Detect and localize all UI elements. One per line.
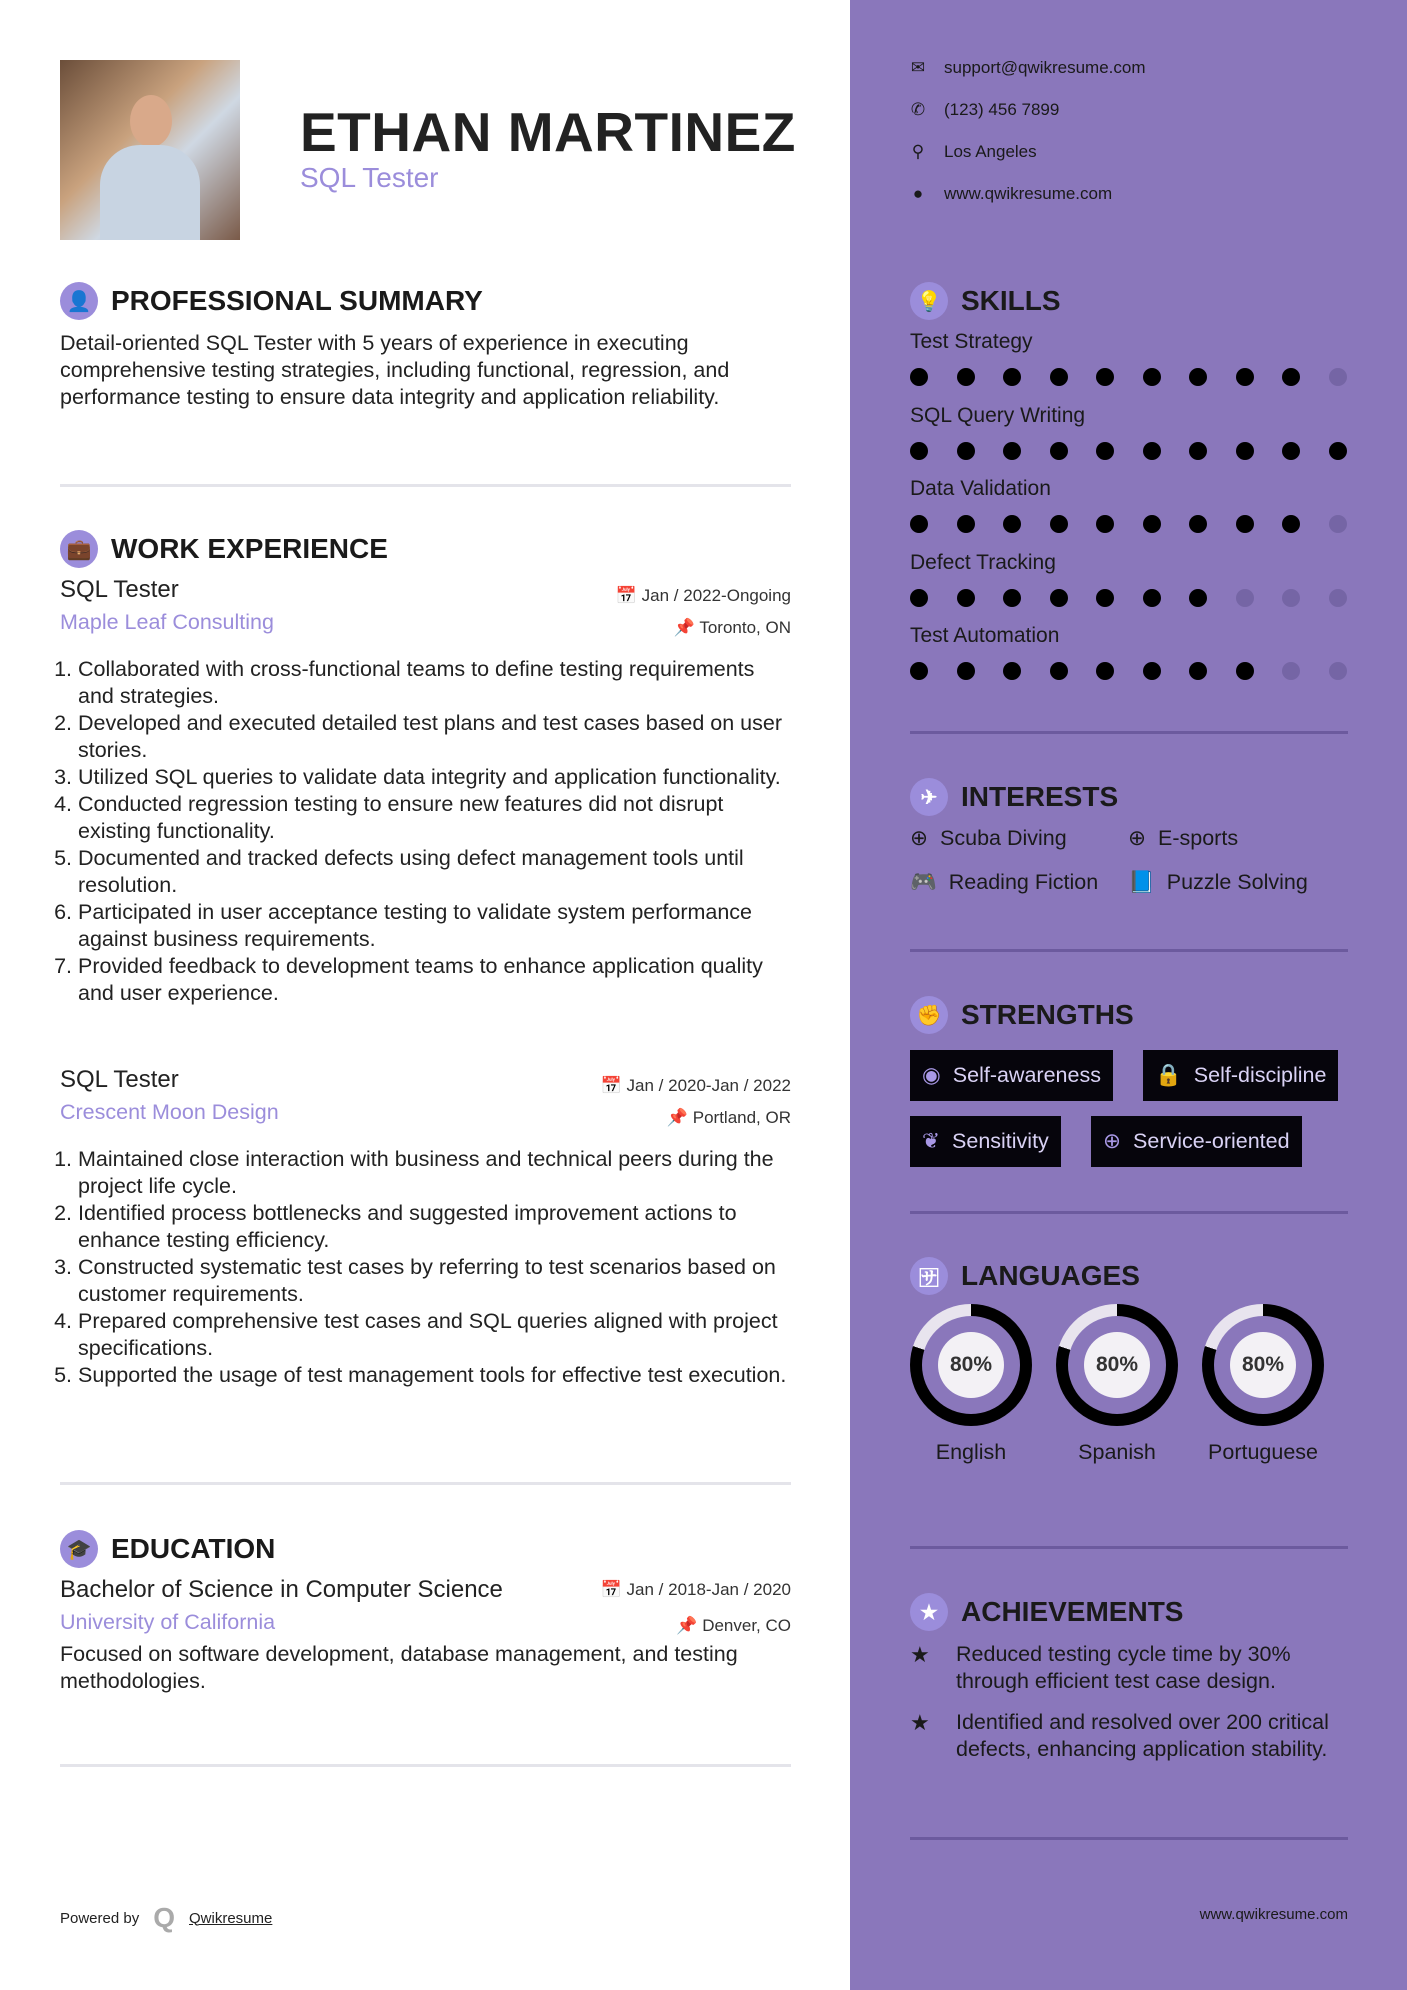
rating-dot (1329, 442, 1347, 460)
achievement-item (910, 1641, 1348, 1695)
skill-rating (910, 515, 1347, 533)
heading-text: LANGUAGES (961, 1260, 1140, 1291)
job-bullets (60, 656, 791, 1007)
rating-dot (1143, 442, 1161, 460)
language-percent: 80% (938, 1332, 1004, 1398)
globe-icon: ● (912, 184, 924, 203)
interest-label: Scuba Diving (940, 826, 1067, 850)
contact-location (910, 142, 1037, 162)
rating-dot (1189, 368, 1207, 386)
skill-name: Test Automation (910, 624, 1060, 648)
strength-tag (910, 1050, 1113, 1101)
shooting-star-icon: ★ (910, 1642, 930, 1667)
language-icon: 🈂 (910, 1257, 948, 1295)
heading-text: SKILLS (961, 285, 1061, 316)
rating-dot (1003, 442, 1021, 460)
language-percent: 80% (1230, 1332, 1296, 1398)
qwikresume-logo-icon: Q (153, 1902, 175, 1933)
skill-name: SQL Query Writing (910, 403, 1086, 427)
heading-text: INTERESTS (961, 781, 1119, 812)
footer-url[interactable]: www.qwikresume.com (1199, 1906, 1348, 1923)
skill-rating (910, 442, 1347, 460)
bullet: 5. Documented and tracked defects using defect management tools until resolution. (78, 845, 791, 899)
job-location: 📌 Toronto, ON (673, 618, 791, 637)
edu-location: 📌 Denver, CO (676, 1616, 791, 1635)
qwikresume-link[interactable]: Qwikresume (189, 1909, 273, 1927)
rating-dot (1143, 515, 1161, 533)
rating-dot (1143, 368, 1161, 386)
heading-text: EDUCATION (111, 1533, 276, 1564)
rating-dot (1003, 515, 1021, 533)
divider (910, 949, 1348, 952)
language-name: Portuguese (1208, 1440, 1318, 1464)
rating-dot (1282, 662, 1300, 680)
company-name: Maple Leaf Consulting (60, 610, 274, 634)
skill-rating (910, 589, 1347, 607)
rating-dot (1050, 589, 1068, 607)
edu-dates: 📅 Jan / 2018-Jan / 2020 (600, 1580, 791, 1599)
job-dates: 📅 Jan / 2020-Jan / 2022 (600, 1076, 791, 1095)
rating-dot (910, 515, 928, 533)
divider (910, 1837, 1348, 1840)
contact-phone (910, 100, 1059, 120)
job-entry (60, 1066, 791, 1125)
interest-label: Reading Fiction (948, 870, 1099, 894)
strengths-heading (910, 996, 1134, 1034)
language-name: English (935, 1440, 1007, 1464)
gamepad-icon: 🎮 (910, 870, 937, 894)
strength-tag (910, 1116, 1061, 1167)
degree: Bachelor of Science in Computer Science (60, 1576, 503, 1603)
leaf-icon: ❦ (922, 1129, 941, 1153)
rating-dot (957, 368, 975, 386)
life-ring-icon: ⊕ (910, 826, 929, 850)
job-entry (60, 576, 791, 635)
life-ring-icon: ⊕ (1128, 826, 1147, 850)
interests-heading (910, 778, 1118, 816)
rating-dot (1329, 515, 1347, 533)
rating-dot (1329, 368, 1347, 386)
bullet: 4. Prepared comprehensive test cases and SQL queries aligned with project specifications. (78, 1308, 791, 1362)
language-percent: 80% (1084, 1332, 1150, 1398)
divider (910, 1211, 1348, 1214)
star-icon: ★ (910, 1593, 948, 1631)
rating-dot (1282, 368, 1300, 386)
job-title: SQL Tester (60, 576, 179, 603)
divider (60, 1764, 791, 1767)
skills-heading (910, 282, 1061, 320)
rating-dot (957, 589, 975, 607)
education-heading (60, 1530, 275, 1568)
rating-dot (1096, 589, 1114, 607)
phone-icon: ✆ (910, 100, 926, 119)
skill-name: Defect Tracking (910, 550, 1056, 574)
website-text: www.qwikresume.com (944, 184, 1113, 203)
interest-label: E-sports (1158, 826, 1239, 850)
experience-heading (60, 530, 388, 568)
contact-website[interactable] (910, 184, 1112, 204)
rating-dot (1143, 662, 1161, 680)
achievement-text: Reduced testing cycle time by 30% through efficient test case design. (956, 1642, 1291, 1693)
bullet: 2. Identified process bottlenecks and suggested improvement actions to enhance testing efficiency. (78, 1200, 791, 1254)
rating-dot (1282, 515, 1300, 533)
divider (60, 1482, 791, 1485)
contact-email[interactable] (910, 58, 1146, 78)
rating-dot (910, 442, 928, 460)
divider (910, 1546, 1348, 1549)
achievement-item (910, 1709, 1348, 1763)
rating-dot (1189, 662, 1207, 680)
powered-by (60, 1902, 272, 1934)
rating-dot (1003, 368, 1021, 386)
rating-dot (957, 442, 975, 460)
rating-dot (910, 589, 928, 607)
rating-dot (1236, 515, 1254, 533)
book-icon: 📘 (1128, 870, 1155, 894)
bullet: 3. Constructed systematic test cases by referring to test scenarios based on customer requirements. (78, 1254, 791, 1308)
interest-item (1128, 826, 1238, 851)
location-text: Portland, OR (692, 1108, 791, 1127)
summary-text: Detail-oriented SQL Tester with 5 years of experience in executing comprehensive testing strategies, including functional, regression, and performance testing to ensure data integrity and application reliability. (60, 331, 730, 409)
bullet: 3. Utilized SQL queries to validate data integrity and application functionality. (78, 764, 791, 791)
paper-plane-icon: ✈ (910, 778, 948, 816)
phone-text: (123) 456 7899 (944, 100, 1060, 119)
shooting-star-icon: ★ (910, 1710, 930, 1735)
powered-by-label: Powered by (60, 1909, 140, 1927)
strength-tag (1091, 1116, 1302, 1167)
map-pin-icon: ⚲ (911, 142, 925, 161)
bullet: 2. Developed and executed detailed test plans and test cases based on user stories. (78, 710, 791, 764)
strength-label: Self-discipline (1193, 1063, 1327, 1087)
rating-dot (1096, 515, 1114, 533)
rating-dot (1329, 662, 1347, 680)
bullet: 7. Provided feedback to development teams to enhance application quality and user experience. (78, 953, 791, 1007)
user-icon: 👤 (60, 282, 98, 320)
life-ring-icon: ⊕ (1103, 1129, 1122, 1153)
rating-dot (1143, 589, 1161, 607)
rating-dot (910, 662, 928, 680)
location-text: Denver, CO (702, 1616, 791, 1635)
interest-item (910, 826, 1067, 851)
rating-dot (1050, 662, 1068, 680)
fist-icon: ✊ (910, 996, 948, 1034)
bullet: 4. Conducted regression testing to ensure new features did not disrupt existing functionality. (78, 791, 791, 845)
location-text: Toronto, ON (699, 618, 791, 637)
skill-rating (910, 662, 1347, 680)
heading-text: STRENGTHS (961, 999, 1134, 1030)
rating-dot (1003, 662, 1021, 680)
bullet: 1. Maintained close interaction with business and technical peers during the project life cycle. (78, 1146, 791, 1200)
rating-dot (1236, 662, 1254, 680)
rating-dot (1050, 368, 1068, 386)
strength-label: Self-awareness (952, 1063, 1101, 1087)
briefcase-icon: 💼 (60, 530, 98, 568)
divider (60, 484, 791, 487)
summary-heading (60, 282, 483, 320)
language-ring (910, 1304, 1032, 1426)
language-ring (1056, 1304, 1178, 1426)
job-bullets (60, 1146, 791, 1389)
rating-dot (1189, 589, 1207, 607)
interest-item (1128, 870, 1308, 895)
dates-text: Jan / 2022-Ongoing (641, 586, 791, 605)
rating-dot (957, 515, 975, 533)
profile-photo (60, 60, 240, 240)
rating-dot (1050, 515, 1068, 533)
company-name: Crescent Moon Design (60, 1100, 279, 1124)
heading-text: WORK EXPERIENCE (111, 533, 388, 564)
language-name: Spanish (1078, 1440, 1156, 1464)
skill-name: Data Validation (910, 477, 1051, 501)
rating-dot (1050, 442, 1068, 460)
rating-dot (1329, 589, 1347, 607)
dates-text: Jan / 2018-Jan / 2020 (626, 1580, 791, 1599)
graduation-icon: 🎓 (60, 1530, 98, 1568)
rating-dot (957, 662, 975, 680)
heading-text: PROFESSIONAL SUMMARY (111, 285, 483, 316)
rating-dot (1096, 368, 1114, 386)
email-text: support@qwikresume.com (944, 58, 1146, 77)
rating-dot (1236, 589, 1254, 607)
achievement-text: Identified and resolved over 200 critical defects, enhancing application stability. (956, 1710, 1329, 1761)
strength-tag (1143, 1050, 1338, 1101)
lightbulb-icon: 💡 (910, 282, 948, 320)
job-title: SQL Tester (60, 1066, 179, 1093)
language-ring (1202, 1304, 1324, 1426)
rating-dot (1282, 442, 1300, 460)
rating-dot (1236, 368, 1254, 386)
achievements-heading (910, 1593, 1183, 1631)
interest-item (910, 870, 1098, 895)
rating-dot (910, 368, 928, 386)
skill-rating (910, 368, 1347, 386)
envelope-icon: ✉ (910, 58, 926, 77)
divider (910, 731, 1348, 734)
interest-label: Puzzle Solving (1166, 870, 1308, 894)
job-location: 📌 Portland, OR (666, 1108, 791, 1127)
edu-description: Focused on software development, database management, and testing methodologies. (60, 1642, 738, 1693)
education-entry (60, 1576, 791, 1695)
bullet: 5. Supported the usage of test management tools for effective test execution. (78, 1362, 791, 1389)
rating-dot (1096, 662, 1114, 680)
rating-dot (1003, 589, 1021, 607)
location-text: Los Angeles (944, 142, 1037, 161)
rating-dot (1189, 515, 1207, 533)
heading-text: ACHIEVEMENTS (961, 1596, 1184, 1627)
rating-dot (1096, 442, 1114, 460)
strength-label: Sensitivity (952, 1129, 1049, 1153)
skill-name: Test Strategy (910, 330, 1033, 353)
lock-icon: 🔒 (1155, 1063, 1182, 1087)
languages-heading (910, 1257, 1140, 1295)
candidate-title: SQL Tester (300, 162, 439, 193)
strength-label: Service-oriented (1133, 1129, 1290, 1153)
school-name: University of California (60, 1610, 276, 1634)
candidate-name: ETHAN MARTINEZ (300, 101, 796, 163)
dates-text: Jan / 2020-Jan / 2022 (626, 1076, 791, 1095)
rating-dot (1236, 442, 1254, 460)
bullet: 1. Collaborated with cross-functional teams to define testing requirements and strategies. (78, 656, 791, 710)
user-circle-icon: ◉ (922, 1063, 941, 1087)
rating-dot (1189, 442, 1207, 460)
rating-dot (1282, 589, 1300, 607)
job-dates: 📅 Jan / 2022-Ongoing (615, 586, 791, 605)
bullet: 6. Participated in user acceptance testing to validate system performance against business requirements. (78, 899, 791, 953)
